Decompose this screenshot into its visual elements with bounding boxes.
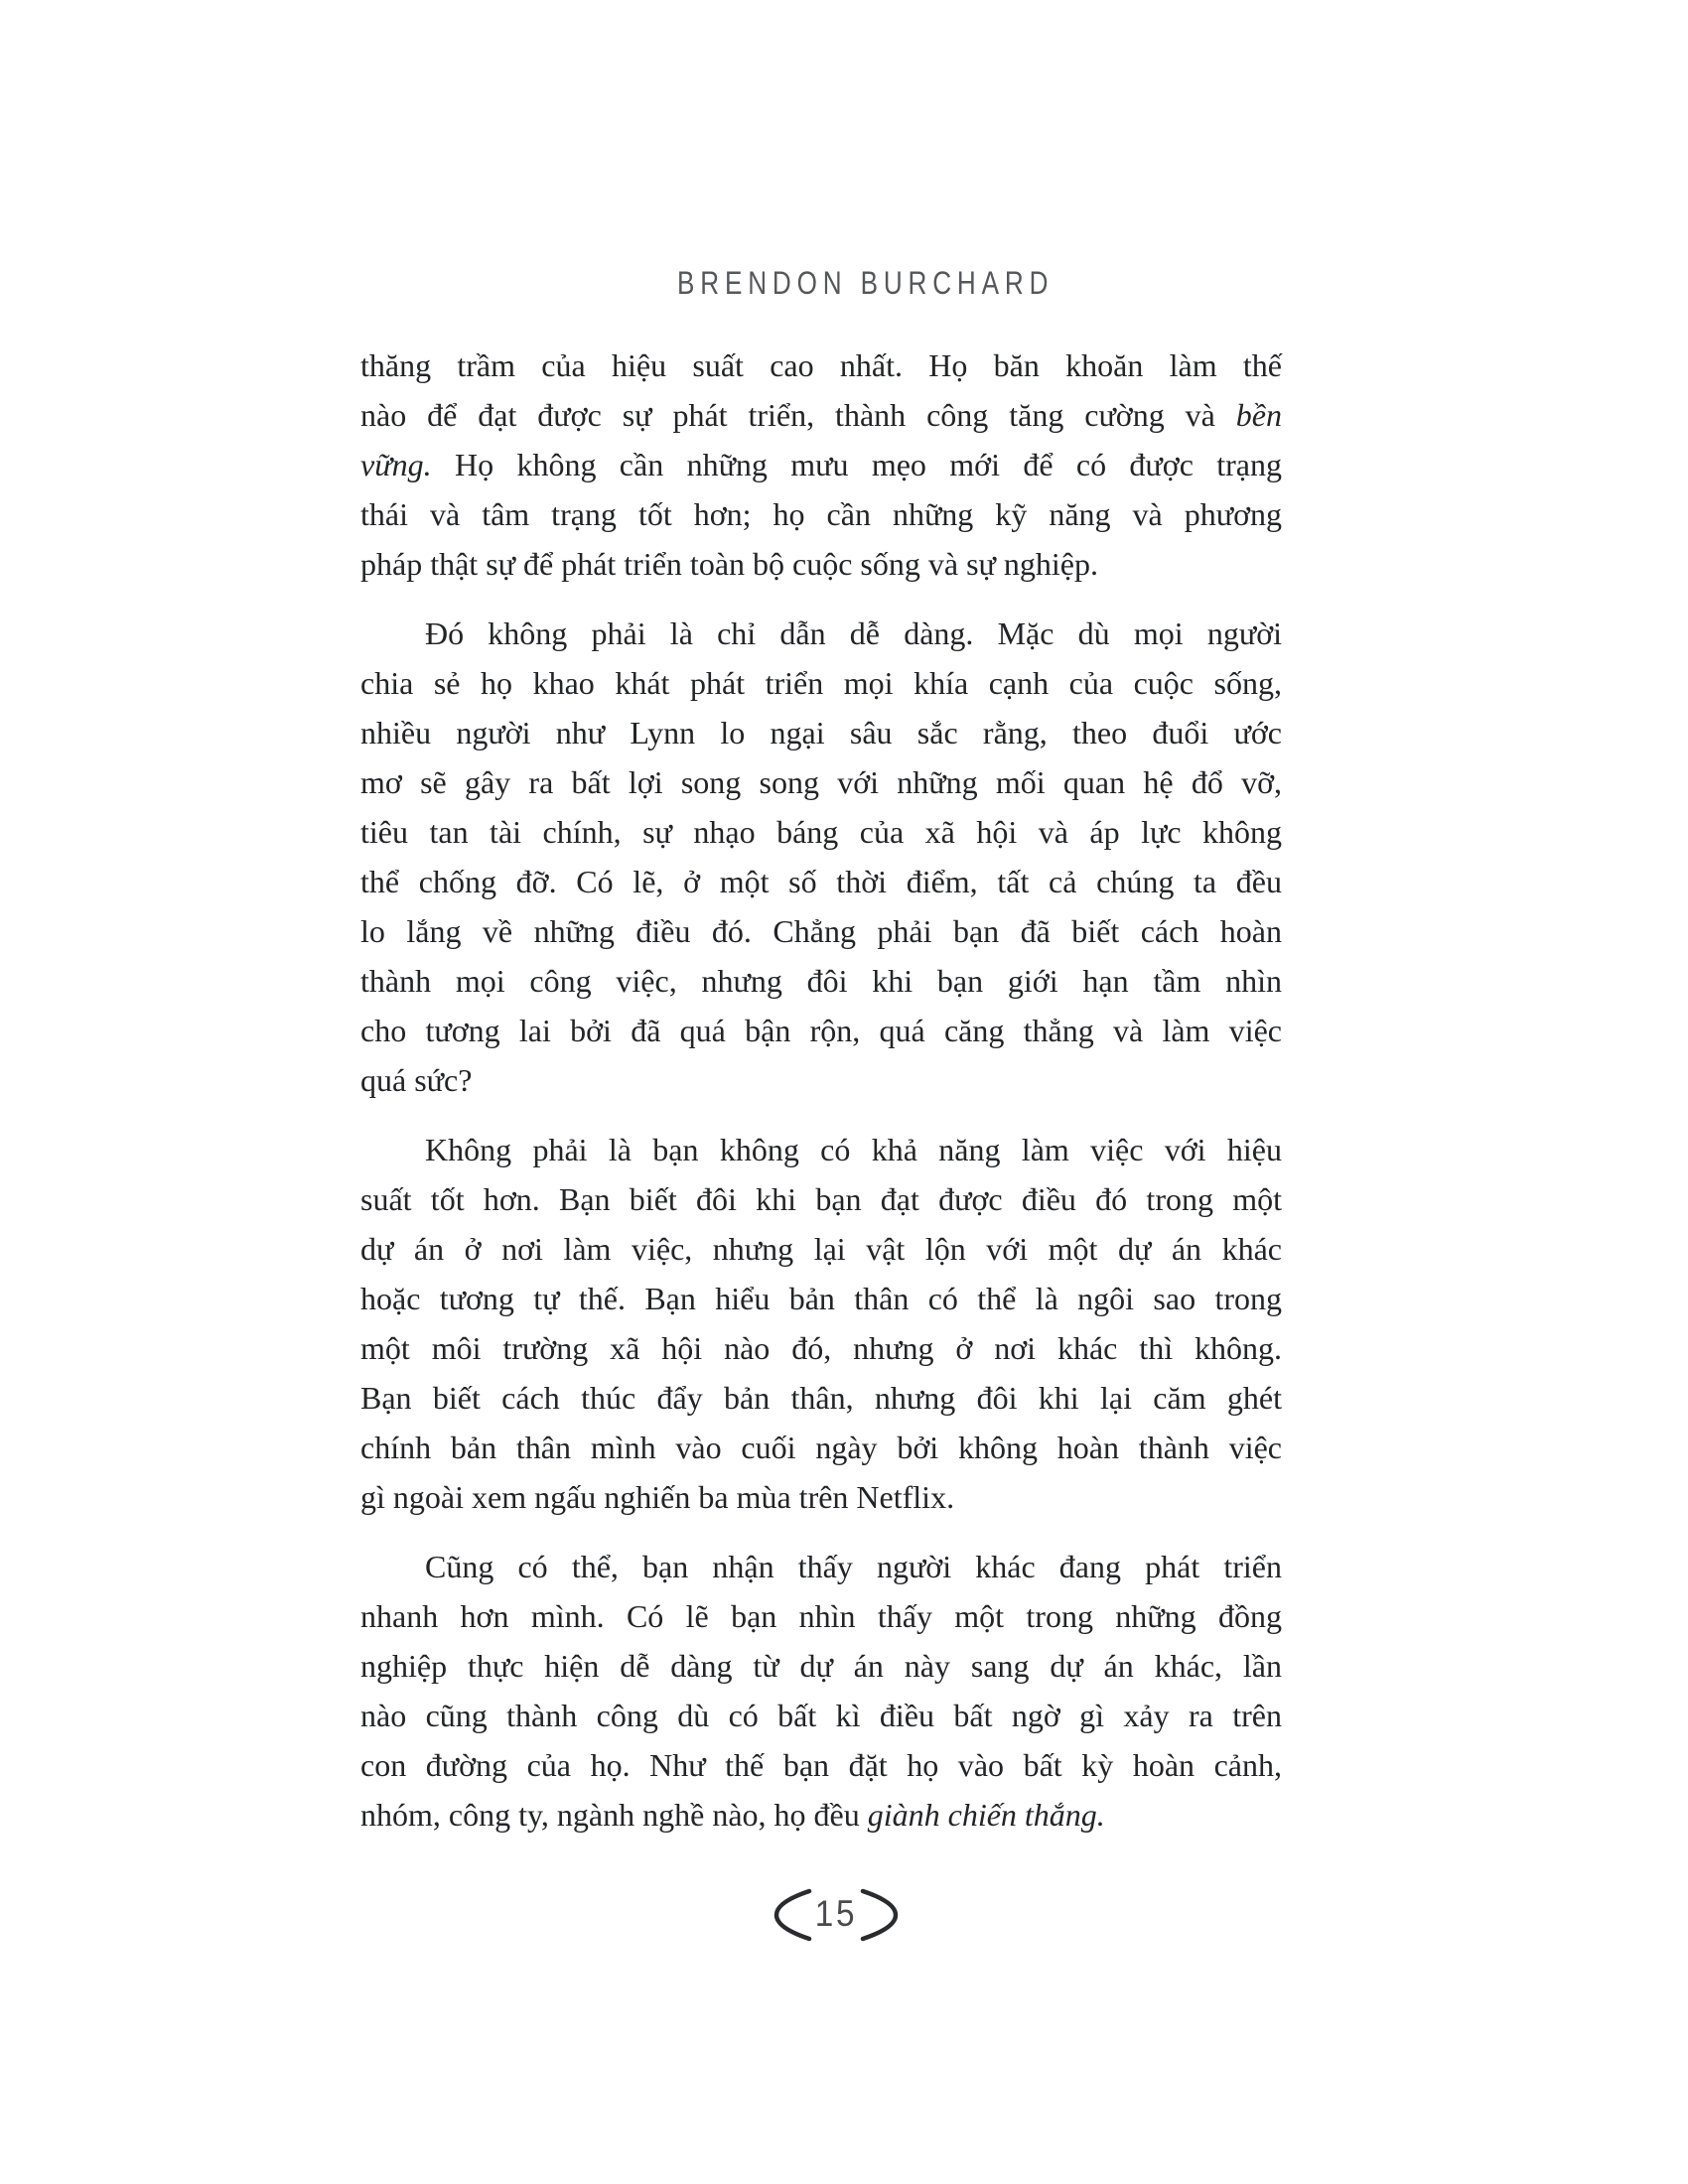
text-line (360, 1323, 1282, 1373)
text-segment: nhanh hơn mình. Có lẽ bạn nhìn thấy một trong những đồng (360, 1598, 1282, 1634)
text-line (360, 1055, 1282, 1105)
text-segment: con đường của họ. Như thế bạn đặt họ vào bất kỳ hoàn cảnh, (360, 1747, 1282, 1783)
text-segment: Cũng có thể, bạn nhận thấy người khác đang phát triển (425, 1549, 1282, 1584)
text-segment: tiêu tan tài chính, sự nhạo báng của xã hội và áp lực không (360, 814, 1282, 850)
text-segment: mơ sẽ gây ra bất lợi song song với những mối quan hệ đổ vỡ, (360, 764, 1282, 800)
text-line (360, 708, 1282, 757)
text-segment: nhóm, công ty, ngành nghề nào, họ đều (360, 1797, 868, 1833)
body-text (360, 341, 1282, 1840)
text-line (360, 807, 1282, 857)
text-line (360, 1224, 1282, 1274)
text-segment: suất tốt hơn. Bạn biết đôi khi bạn đạt được điều đó trong một (360, 1181, 1282, 1217)
text-segment: Đó không phải là chỉ dẫn dễ dàng. Mặc dù mọi người (425, 615, 1282, 651)
text-line (360, 757, 1282, 807)
text-line (360, 1274, 1282, 1323)
text-segment: Không phải là bạn không có khả năng làm việc với hiệu (425, 1132, 1282, 1167)
text-line (360, 1591, 1282, 1641)
text-line (360, 1542, 1282, 1591)
text-segment: chính bản thân mình vào cuối ngày bởi không hoàn thành việc (360, 1430, 1282, 1465)
paragraph (360, 609, 1282, 1105)
text-line (360, 1006, 1282, 1055)
italic-text: vững. (360, 447, 432, 482)
text-segment: nghiệp thực hiện dễ dàng từ dự án này sang dự án khác, lần (360, 1648, 1282, 1684)
text-segment: nhiều người như Lynn lo ngại sâu sắc rằng, theo đuổi ước (360, 715, 1282, 751)
text-segment: thành mọi công việc, nhưng đôi khi bạn giới hạn tầm nhìn (360, 963, 1282, 999)
text-segment: Họ không cần những mưu mẹo mới để có được trạng (431, 447, 1282, 482)
text-line (360, 1740, 1282, 1790)
text-line (360, 1423, 1282, 1472)
text-line (360, 1641, 1282, 1691)
text-line (360, 489, 1282, 539)
text-line (360, 956, 1282, 1006)
text-segment: nào cũng thành công dù có bất kì điều bất ngờ gì xảy ra trên (360, 1698, 1282, 1733)
text-line (360, 1472, 1282, 1522)
text-line (360, 906, 1282, 956)
paragraph (360, 1125, 1282, 1522)
text-line (360, 1174, 1282, 1224)
text-line (360, 1790, 1282, 1840)
text-line (360, 1373, 1282, 1423)
paragraph (360, 1542, 1282, 1840)
text-line (360, 341, 1282, 390)
italic-text: bền (1235, 397, 1282, 433)
text-line (360, 1125, 1282, 1174)
text-segment: lo lắng về những điều đó. Chẳng phải bạn đã biết cách hoàn (360, 913, 1282, 949)
text-segment: gì ngoài xem ngấu nghiến ba mùa trên Netflix. (360, 1479, 955, 1515)
text-segment: hoặc tương tự thế. Bạn hiểu bản thân có thể là ngôi sao trong (360, 1281, 1282, 1316)
text-segment: Bạn biết cách thúc đẩy bản thân, nhưng đôi khi lại căm ghét (360, 1380, 1282, 1416)
text-line (360, 390, 1282, 440)
text-line (360, 658, 1282, 708)
text-line (360, 609, 1282, 658)
text-line (360, 857, 1282, 906)
text-segment: cho tương lai bởi đã quá bận rộn, quá căng thẳng và làm việc (360, 1013, 1282, 1048)
text-line (360, 440, 1282, 489)
running-header: BRENDON BURCHARD (677, 266, 1055, 302)
text-line (360, 1691, 1282, 1740)
text-segment: thể chống đỡ. Có lẽ, ở một số thời điểm, tất cả chúng ta đều (360, 864, 1282, 899)
text-segment: thái và tâm trạng tốt hơn; họ cần những kỹ năng và phương (360, 496, 1282, 532)
page-number (774, 1887, 899, 1943)
text-segment: quá sức? (360, 1062, 473, 1098)
italic-text: giành chiến thắng. (867, 1797, 1105, 1833)
text-segment: nào để đạt được sự phát triển, thành công tăng cường và (360, 397, 1236, 433)
paragraph (360, 341, 1282, 589)
text-line (360, 539, 1282, 589)
text-segment: pháp thật sự để phát triển toàn bộ cuộc sống và sự nghiệp. (360, 546, 1098, 582)
page-number-value: 15 (814, 1893, 858, 1934)
text-segment: thăng trầm của hiệu suất cao nhất. Họ băn khoăn làm thế (360, 347, 1282, 383)
text-segment: chia sẻ họ khao khát phát triển mọi khía cạnh của cuộc sống, (360, 665, 1282, 701)
text-segment: dự án ở nơi làm việc, nhưng lại vật lộn với một dự án khác (360, 1231, 1282, 1267)
text-segment: một môi trường xã hội nào đó, nhưng ở nơi khác thì không. (360, 1330, 1282, 1366)
